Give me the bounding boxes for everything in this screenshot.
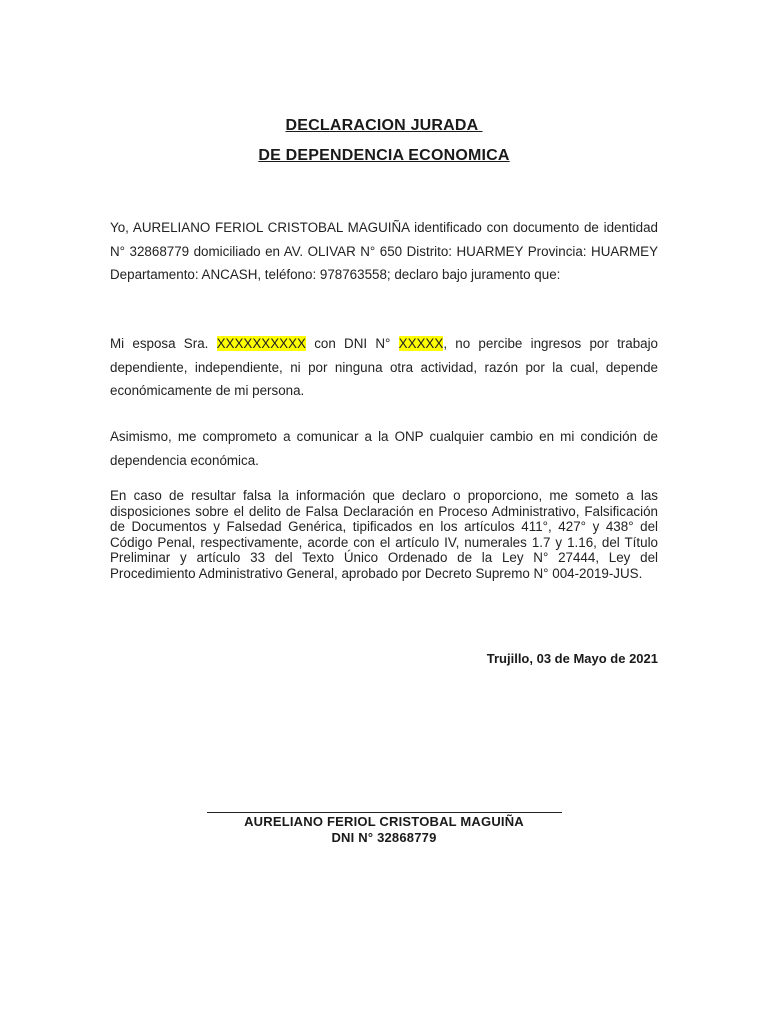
document-title: DECLARACION JURADA	[285, 117, 483, 134]
dependent-text-dni-label: con DNI N°	[305, 336, 399, 351]
place-date: Trujillo, 03 de Mayo de 2021	[486, 651, 658, 666]
spouse-dni-highlight: XXXXX	[398, 336, 444, 351]
legal-disclaimer-paragraph: En caso de resultar falsa la información que declaro o proporciono, me someto a las disposiciones sobre el delito de Falsa Declaración en Proceso Administrativo, Falsificación de Documentos y Falsedad Genérica, tipificados en los artículos 411°, 427° y 438° del Código Penal, respectivamente, acorde con el artículo IV, numerales 1.7 y 1.16, del Título Preliminar y artículo 33 del Texto Único Ordenado de la Ley N° 27444, Ley del Procedimiento Administrativo General, aprobado por Decreto Supremo N° 004-2019-JUS.	[110, 488, 658, 581]
signature-line	[207, 812, 562, 813]
spouse-name-highlight: XXXXXXXXXX	[216, 336, 306, 351]
signer-name: AURELIANO FERIOL CRISTOBAL MAGUIÑA	[244, 814, 524, 829]
dependent-paragraph	[110, 332, 658, 403]
commitment-paragraph: Asimismo, me comprometo a comunicar a la ONP cualquier cambio en mi condición de dependencia económica.	[110, 429, 658, 468]
dependent-text-rest: , no percibe ingresos por trabajo dependiente, independiente, ni por ninguna otra actividad, razón por la cual, depende económicamente de mi persona.	[110, 336, 659, 398]
dependent-text-intro: Mi esposa Sra.	[110, 336, 217, 351]
signer-dni: DNI N° 32868779	[331, 830, 437, 845]
document-subtitle: DE DEPENDENCIA ECONOMICA	[258, 147, 510, 164]
declarant-paragraph: Yo, AURELIANO FERIOL CRISTOBAL MAGUIÑA identificado con documento de identidad N° 32868779 domiciliado en AV. OLIVAR N° 650 Distrito: HUARMEY Provincia: HUARMEY Departamento: ANCASH, teléfono: 978763558; declaro bajo juramento que:	[110, 220, 658, 282]
